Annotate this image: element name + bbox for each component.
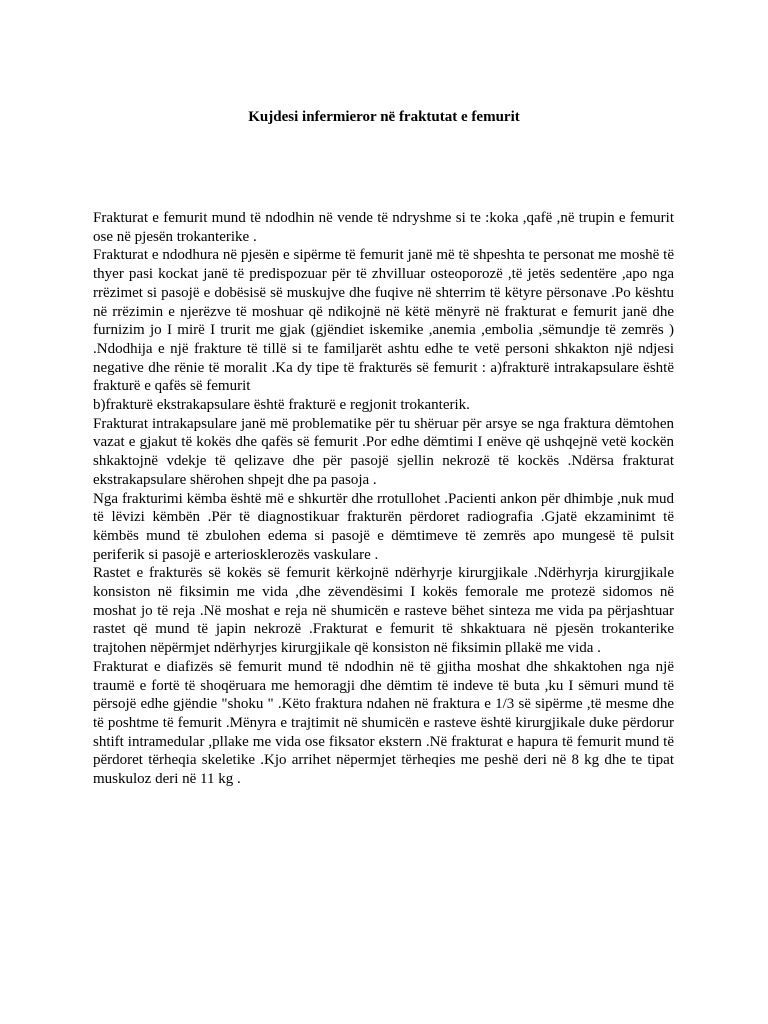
paragraph: Rastet e frakturës së kokës së femurit kërkojnë ndërhyrje kirurgjikale .Ndërhyrja kirurgjikale konsiston në fiksimin me vida ,dhe zëvendësimi I kokës femorale me protezë sidomos në moshat jo të reja .Në moshat e reja në shumicën e rasteve bëhet sinteza me vida pa përjashtuar rastet që mund të japin nekrozë .Frakturat e femurit të shkaktuara në pjesën trokanterike trajtohen nëpërmjet ndërhyrjes kirurgjikale që konsiston në fiksimin pllakë me vida . [93, 565, 674, 657]
document-title: Kujdesi infermieror në fraktutat e femurit [248, 109, 520, 125]
paragraph: Frakturat intrakapsulare janë më problematike për tu shëruar për arsye se nga fraktura dëmtohen vazat e gjakut të kokës dhe qafës së femurit .Por edhe dëmtimi I enëve që ushqejnë vetë kockën shkaktojnë vdekje të qelizave dhe për pasojë sjellin nekrozë të kockës .Ndërsa frakturat ekstrakapsulare shërohen shpejt dhe pa pasoja . [93, 415, 674, 488]
paragraph: Nga frakturimi këmba është më e shkurtër dhe rrotullohet .Pacienti ankon për dhimbje ,nuk mud të lëvizi këmbën .Për të diagnostikuar frakturën përdoret radiografia .Gjatë ekzaminimt të këmbës mund të zbulohen edema si pasojë e dëmtimeve të zemrës apo mungesë të pulsit periferik si pasojë e arteriosklerozës vaskulare . [93, 490, 674, 563]
paragraph: b)frakturë ekstrakapsulare është frakturë e regjonit trokanterik. [93, 397, 470, 414]
paragraph: Frakturat e diafizës së femurit mund të ndodhin në të gjitha moshat dhe shkaktohen nga një traumë e fortë të shoqëruara me hemoragji dhe dëmtim të indeve të buta ,ku I sëmuri mund të përsojë edhe gjëndie "shoku " .Këto fraktura ndahen në fraktura e 1/3 së sipërme ,të mesme dhe të poshtme të femurit .Mënyra e trajtimit në shumicën e rasteve është kirurgjikale duke përdorur shtift intramedular ,pllake me vida ose fiksator ekstern .Në frakturat e hapura të femurit mund të përdoret tërheqia skeletike .Kjo arrihet nëpermjet tërheqies me peshë deri në 8 kg dhe te tipat muskuloz deri në 11 kg . [93, 658, 674, 788]
paragraph: Frakturat e femurit mund të ndodhin në vende të ndryshme si te :koka ,qafë ,në trupin e femurit ose në pjesën trokanterike . [93, 210, 674, 245]
paragraph: Frakturat e ndodhura në pjesën e sipërme të femurit janë më të shpeshta te personat me moshë të thyer pasi kockat janë të predispozuar për të zhvilluar osteoporozë ,të jetës sedentëre ,apo nga rrëzimet si pasojë e dobësisë së muskujve dhe fuqive në shterrim të këtyre përsonave .Po kështu në rrëzimin e njerëzve të moshuar që ndikojnë në këtë mënyrë në frakturat e femurit janë dhe furnizim jo I mirë I trurit me gjak (gjëndiet iskemike ,anemia ,embolia ,sëmundje të zemrës ) .Ndodhija e një frakture të tillë si te familjarët ashtu edhe te vetë personi shkakton një ndjesi negative dhe rënie të moralit .Ka dy tipe të frakturës së femurit : a)frakturë intrakapsulare është frakturë e qafës së femurit [93, 247, 674, 395]
document-body [93, 209, 674, 789]
